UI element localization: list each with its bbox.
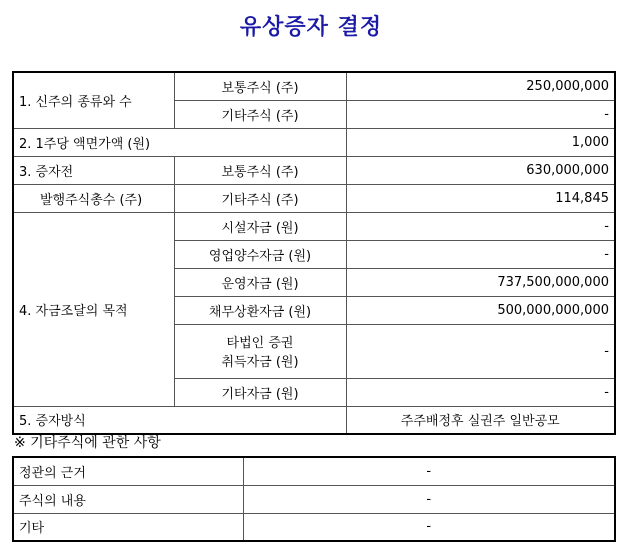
other-shares-note: ※ 기타주식에 관한 사항 (14, 435, 161, 451)
etc-fund-value: - (346, 378, 615, 406)
debt-value: 500,000,000,000 (346, 296, 615, 324)
acquisition-label: 영업양수자금 (원) (174, 240, 346, 268)
table-row (13, 128, 615, 156)
articles-basis-label: 정관의 근거 (13, 457, 243, 485)
securities-value: - (346, 324, 615, 378)
other-value: - (243, 513, 615, 541)
table-row (13, 457, 615, 485)
before-common-value: 630,000,000 (346, 156, 615, 184)
securities-label-line1: 타법인 증권 (226, 336, 294, 351)
new-other-value: - (346, 100, 615, 128)
purpose-label: 4. 자금조달의 목적 (13, 212, 174, 406)
operating-label: 운영자금 (원) (174, 268, 346, 296)
securities-label (174, 324, 346, 378)
table-row (13, 184, 615, 212)
shares-before-label-line1: 3. 증자전 (13, 156, 174, 184)
other-label: 기타 (13, 513, 243, 541)
table-row (13, 406, 615, 434)
table-row (13, 513, 615, 541)
share-content-value: - (243, 485, 615, 513)
before-other-label: 기타주식 (주) (174, 184, 346, 212)
facility-label: 시설자금 (원) (174, 212, 346, 240)
new-shares-label: 1. 신주의 종류와 수 (13, 72, 174, 128)
acquisition-value: - (346, 240, 615, 268)
method-value: 주주배정후 실권주 일반공모 (346, 406, 615, 434)
securities-label-line2: 취득자금 (원) (221, 355, 299, 370)
debt-label: 채무상환자금 (원) (174, 296, 346, 324)
before-other-value: 114,845 (346, 184, 615, 212)
other-shares-table (12, 456, 616, 542)
facility-value: - (346, 212, 615, 240)
table-row (13, 212, 615, 240)
new-common-label: 보통주식 (주) (174, 72, 346, 100)
share-content-label: 주식의 내용 (13, 485, 243, 513)
new-common-value: 250,000,000 (346, 72, 615, 100)
etc-fund-label: 기타자금 (원) (174, 378, 346, 406)
table-row (13, 72, 615, 100)
new-other-label: 기타주식 (주) (174, 100, 346, 128)
rights-offering-table (12, 71, 616, 435)
table-row (13, 156, 615, 184)
before-common-label: 보통주식 (주) (174, 156, 346, 184)
method-label: 5. 증자방식 (13, 406, 346, 434)
par-value-label: 2. 1주당 액면가액 (원) (13, 128, 346, 156)
shares-before-label-line2: 발행주식총수 (주) (13, 184, 174, 212)
par-value-value: 1,000 (346, 128, 615, 156)
articles-basis-value: - (243, 457, 615, 485)
page-title: 유상증자 결정 (239, 15, 383, 40)
table-row (13, 485, 615, 513)
operating-value: 737,500,000,000 (346, 268, 615, 296)
